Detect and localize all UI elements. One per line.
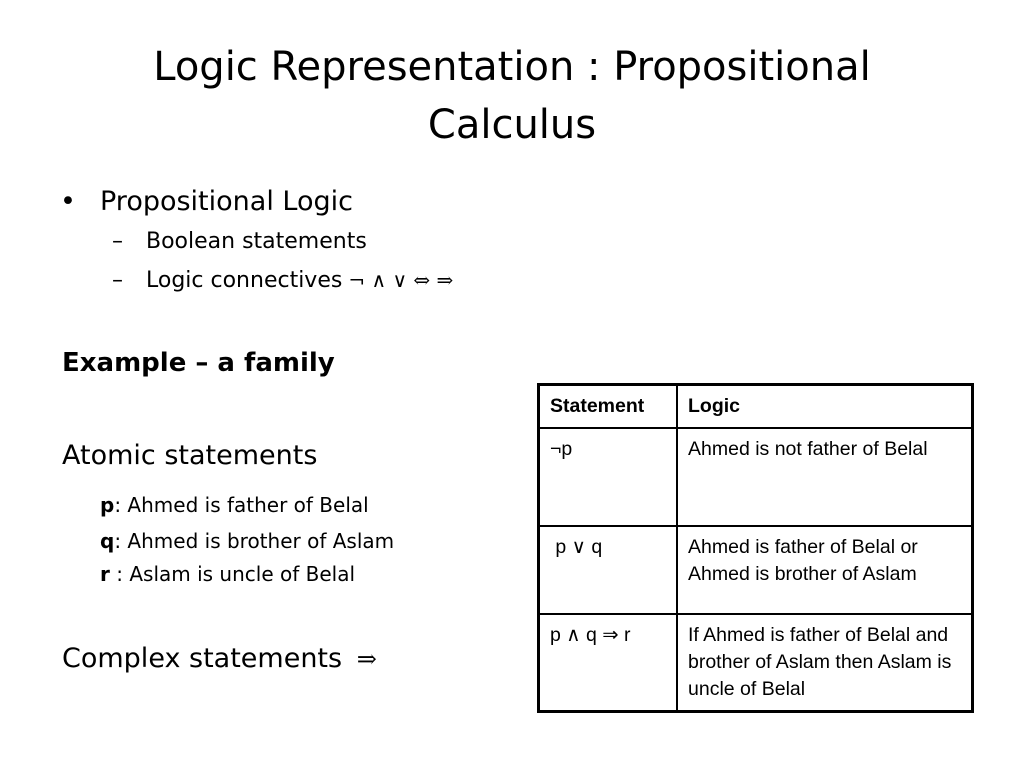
statement-cell: p ∨ q [539,526,678,614]
sub-bullet-connectives [112,265,453,296]
header-statement: Statement [539,385,678,429]
logic-cell: If Ahmed is father of Belal and brother of Aslam then Aslam is uncle of Belal [677,614,973,712]
statement-cell: p ∧ q ⇒ r [539,614,678,712]
logic-cell: Ahmed is not father of Belal [677,428,973,526]
slide-title: Logic Representation : Propositional Calculus [153,44,871,148]
atomic-sep: : [114,493,122,517]
bullet-dash: – [112,268,123,293]
atomic-sep: : [109,562,123,586]
sub-bullet-text: Logic connectives [146,268,343,293]
atomic-statement-r [100,560,355,588]
atomic-text: Aslam is uncle of Belal [122,562,356,586]
implies-symbol: ⇒ [356,645,377,673]
table-row [539,428,973,526]
statement-cell: ¬p [539,428,678,526]
logic-table [537,383,974,713]
table-header-row [539,385,973,429]
atomic-var: r [100,562,110,586]
header-logic: Logic [677,385,973,429]
atomic-text: Ahmed is father of Belal [121,493,369,517]
complex-heading [62,643,377,674]
example-heading: Example – a family [62,348,335,378]
atomic-statement-q [100,527,394,555]
atomic-heading: Atomic statements [62,440,318,471]
table-row [539,614,973,712]
atomic-statement-p [100,491,369,519]
logic-cell: Ahmed is father of Belal or Ahmed is brother of Aslam [677,526,973,614]
complex-heading-text: Complex statements [62,643,343,674]
atomic-var: q [100,529,115,553]
sub-bullet-boolean [112,227,367,257]
bullet-propositional-logic [60,184,353,220]
bullet-text: Propositional Logic [100,186,353,217]
connective-symbols: ¬ ∧ ∨ ⇔ ⇒ [348,268,454,292]
table-row [539,526,973,614]
atomic-text: Ahmed is brother of Aslam [121,529,395,553]
bullet-dash: – [112,229,123,254]
sub-bullet-text: Boolean statements [146,229,367,254]
atomic-sep: : [114,529,122,553]
atomic-var: p [100,493,115,517]
bullet-dot: • [60,186,76,217]
